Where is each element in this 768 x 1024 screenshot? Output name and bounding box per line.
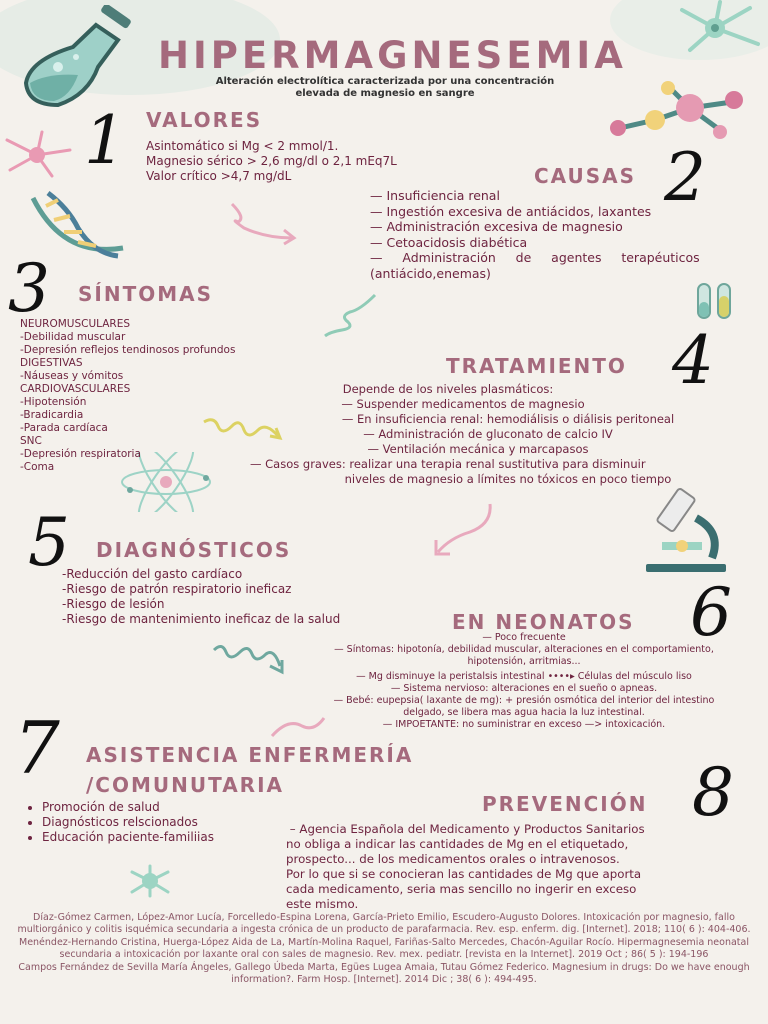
- section-number: 5: [28, 504, 70, 581]
- valores-line: Asintomático si Mg < 2 mmol/1.: [146, 139, 339, 153]
- section-number: 1: [84, 102, 126, 179]
- diagnosticos-text: [62, 567, 340, 627]
- causas-line: — Insuficiencia renal: [370, 188, 500, 203]
- prevencion-line: cada medicamento, seria mas sencillo no ingerir en exceso: [286, 882, 637, 896]
- tratamiento-heading: TRATAMIENTO: [446, 354, 627, 378]
- diagnosticos-heading: DIAGNÓSTICOS: [96, 538, 292, 562]
- molecule-icon: [600, 80, 760, 145]
- causas-line: — Administración de agentes terapéuticos: [370, 250, 700, 265]
- subtitle-line: Alteración electrolítica caracterizada por una concentración: [215, 76, 555, 87]
- list-item: • Diagnósticos relscionados: [42, 815, 214, 830]
- neonatos-heading: EN NEONATOS: [452, 610, 635, 634]
- sintomas-line: -Náuseas y vómitos: [20, 370, 124, 382]
- subtitle: [190, 76, 580, 100]
- prevencion-line: este mismo.: [286, 897, 359, 911]
- sintomas-line: -Bradicardia: [20, 409, 84, 421]
- section-number: 6: [690, 574, 732, 651]
- flask-icon: [18, 5, 158, 110]
- diagnosticos-line: -Riesgo de lesión: [62, 597, 165, 611]
- neonatos-line: — IMPOETANTE: no suministrar en exceso —> intoxicación.: [382, 719, 666, 731]
- causas-line: (antiácido,enemas): [370, 265, 491, 281]
- reference-item: Campos Fernández de Sevilla María Ángeles, Gallego Úbeda Marta, Egües Lugea Amaia, Tutau Gómez Federico. Magnesium in drugs: Do we have enough information?. Farm Hosp. [Internet]. 2014 Dic ; 38( 6 ): 494-495.: [18, 962, 750, 985]
- tratamiento-line: niveles de magnesio a límites no tóxicos en poco tiempo: [344, 472, 672, 486]
- arrow-doodle-icon: [430, 500, 500, 560]
- sintomas-line: SNC: [20, 435, 42, 447]
- reference-item: Díaz-Gómez Carmen, López-Amor Lucía, Forcelledo-Espina Lorena, García-Prieto Emilio, Escudero-Augusto Dolores. Intoxicación por magnesio, fallo multiorgánico y colitis isquémica secundaria a ingesta crónica de un producto de parafarmacia. Rev. esp. enferm. dig. [Internet]. 2018; 110( 6 ): 404-406.: [17, 912, 751, 935]
- valores-text: [146, 139, 397, 184]
- tratamiento-line: Depende de los niveles plasmáticos:: [342, 382, 554, 396]
- valores-line: Valor crítico >4,7 mg/dL: [146, 169, 292, 183]
- neonatos-line: — Mg disminuye la peristalsis intestinal ••••▸ Células del músculo liso: [356, 670, 692, 682]
- asistencia-heading: [86, 740, 413, 800]
- neonatos-line: delgado, se libera mas agua hacia la luz intestinal.: [403, 707, 645, 719]
- valores-line: Magnesio sérico > 2,6 mg/dl o 2,1 mEq7L: [146, 154, 397, 168]
- neuron-icon: [670, 0, 768, 60]
- causas-heading: CAUSAS: [534, 164, 637, 188]
- reference-item: Menéndez-Hernando Cristina, Huerga-López Aida de La, Martín-Molina Raquel, Fariñas-Salto Mercedes, Chacón-Aguilar Rocío. Hipermagnesemia neonatal secundaria a intoxicación por laxante oral con sales de magnesio. Rev. mex. pediatr. [revista en la Internet]. 2019 Oct ; 86( 5 ): 194-196: [19, 937, 749, 960]
- tratamiento-line: — En insuficiencia renal: hemodiálisis o diálisis peritoneal: [341, 412, 675, 426]
- neonatos-text: [286, 632, 762, 732]
- prevencion-line: – Agencia Española del Medicamento y Productos Sanitarios: [286, 822, 645, 836]
- sintomas-heading: SÍNTOMAS: [78, 282, 214, 306]
- sintomas-line: NEUROMUSCULARES: [20, 318, 131, 330]
- references: [14, 912, 754, 987]
- virus-icon: [122, 864, 178, 898]
- sintomas-line: -Depresión reflejos tendinosos profundos: [20, 344, 236, 356]
- prevencion-line: no obliga a indicar las cantidades de Mg en el etiquetado,: [286, 837, 629, 851]
- diagnosticos-line: -Riesgo de mantenimiento ineficaz de la salud: [62, 612, 341, 626]
- asistencia-heading-line: ASISTENCIA ENFERMERÍA: [86, 743, 414, 767]
- subtitle-line: elevada de magnesio en sangre: [295, 88, 475, 99]
- neonatos-line: — Poco frecuente: [482, 632, 566, 643]
- tratamiento-line: — Ventilación mecánica y marcapasos: [367, 442, 589, 456]
- tratamiento-line: — Casos graves: realizar una terapia renal sustitutiva para disminuir: [250, 457, 646, 471]
- causas-line: — Administración excesiva de magnesio: [370, 219, 623, 234]
- asistencia-heading-line: /COMUNUTARIA: [86, 773, 284, 797]
- causas-text: [370, 188, 760, 281]
- section-number: 4: [672, 322, 714, 399]
- neonatos-line: — Síntomas: hipotonía, debilidad muscular, alteraciones en el comportamiento,: [334, 644, 714, 656]
- arrow-doodle-icon: [210, 640, 286, 684]
- section-number: 3: [8, 250, 50, 327]
- test-tubes-icon: [690, 280, 740, 322]
- tratamiento-text: [250, 382, 766, 487]
- sintomas-line: -Depresión respiratoria: [20, 448, 141, 460]
- sintomas-line: DIGESTIVAS: [20, 357, 83, 369]
- prevencion-text: [286, 822, 764, 912]
- arrow-doodle-icon: [320, 290, 380, 340]
- sintomas-line: -Parada cardíaca: [20, 422, 108, 434]
- list-item: • Educación paciente-familiias: [42, 830, 214, 845]
- asistencia-list: [24, 800, 214, 845]
- diagnosticos-line: -Reducción del gasto cardíaco: [62, 567, 243, 581]
- section-number: 8: [692, 754, 734, 831]
- neuron-icon: [2, 130, 72, 180]
- prevencion-line: prospecto... de los medicamentos orales o intravenosos.: [286, 852, 620, 866]
- neonatos-line: hipotensión, arritmias...: [467, 656, 581, 668]
- sintomas-line: -Debilidad muscular: [20, 331, 126, 343]
- section-number: 7: [14, 706, 60, 790]
- section-number: 2: [664, 139, 706, 216]
- sintomas-line: CARDIOVASCULARES: [20, 383, 131, 395]
- neonatos-line: — Bebé: eupepsia( laxante de mg): + presión osmótica del interior del intestino: [333, 695, 715, 707]
- diagnosticos-line: -Riesgo de patrón respiratorio ineficaz: [62, 582, 292, 596]
- prevencion-line: Por lo que si se conocieran las cantidades de Mg que aporta: [286, 867, 642, 881]
- sintomas-line: -Hipotensión: [20, 396, 87, 408]
- page-title: HIPERMAGNESEMIA: [158, 34, 627, 77]
- arrow-doodle-icon: [226, 198, 302, 246]
- valores-heading: VALORES: [146, 108, 263, 132]
- sintomas-line: -Coma: [20, 461, 55, 473]
- tratamiento-line: — Administración de gluconato de calcio IV: [363, 427, 613, 441]
- prevencion-heading: PREVENCIÓN: [482, 792, 648, 816]
- neonatos-line: — Sistema nervioso: alteraciones en el sueño o apneas.: [390, 682, 658, 694]
- tratamiento-line: — Suspender medicamentos de magnesio: [341, 397, 585, 411]
- causas-line: — Ingestión excesiva de antiácidos, laxantes: [370, 203, 652, 219]
- causas-line: — Cetoacidosis diabética: [370, 234, 528, 250]
- microscope-icon: [636, 488, 732, 574]
- list-item: • Promoción de salud: [42, 800, 214, 815]
